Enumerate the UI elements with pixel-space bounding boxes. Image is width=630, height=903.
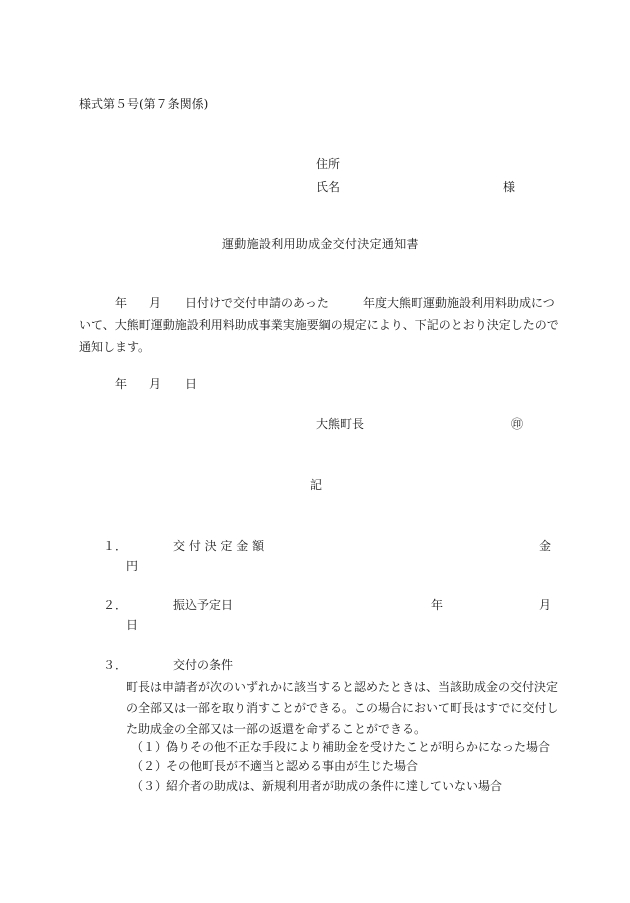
item-1-number: １． <box>103 539 128 553</box>
honorific-sama: 様 <box>503 180 516 194</box>
item-1-yen: 円 <box>126 559 139 573</box>
intro-year-label: 年 <box>115 296 128 310</box>
item-1-kin: 金 <box>539 539 552 553</box>
date-year: 年 <box>115 377 128 391</box>
item-1-label: 交 付 決 定 金 額 <box>173 539 265 553</box>
issuer-title: 大熊町長 <box>316 417 365 431</box>
date-day: 日 <box>185 377 198 391</box>
item-3-label: 交付の条件 <box>173 658 234 672</box>
intro-fiscal-year-text: 年度大熊町運動施設利用料助成につ <box>363 296 555 310</box>
item-3-paragraph-line-1: 町長は申請者が次のいずれかに該当すると認めたときは、当該助成金の交付決定 <box>126 680 559 694</box>
name-label: 氏名 <box>316 180 341 194</box>
intro-month-label: 月 <box>149 296 162 310</box>
condition-3-text: 紹介者の助成は、新規利用者が助成の条件に達していない場合 <box>166 779 503 793</box>
intro-line-2: いて、大熊町運動施設利用料助成事業実施要綱の規定により、下記のとおり決定したので <box>79 318 559 332</box>
item-2-label: 振込予定日 <box>173 598 234 612</box>
item-2-number: ２． <box>103 598 128 612</box>
item-3-paragraph-line-2: の全部又は一部を取り消すことができる。この場合において町長はすでに交付し <box>126 701 559 715</box>
intro-line-3: 通知します。 <box>79 340 151 354</box>
ki-heading: 記 <box>310 478 323 492</box>
item-3-number: ３． <box>103 658 128 672</box>
item-2-year: 年 <box>431 598 444 612</box>
condition-1-number: （１） <box>131 740 168 754</box>
item-2-month: 月 <box>539 598 552 612</box>
address-label: 住所 <box>316 157 341 171</box>
document-title: 運動施設利用助成金交付決定通知書 <box>222 237 419 251</box>
item-3-paragraph-line-3: た助成金の全部又は一部の返還を命ずることができる。 <box>126 722 427 736</box>
seal-mark: ㊞ <box>511 417 524 431</box>
condition-2-text: その他町長が不適当と認める事由が生じた場合 <box>166 759 419 773</box>
item-2-day: 日 <box>126 618 139 632</box>
condition-3-number: （３） <box>131 779 168 793</box>
condition-2-number: （２） <box>131 759 168 773</box>
date-month: 月 <box>149 377 162 391</box>
intro-date-suffix: 日付けで交付申請のあった <box>185 296 329 310</box>
form-number: 様式第５号(第７条関係) <box>79 97 209 111</box>
condition-1-text: 偽りその他不正な手段により補助金を受けたことが明らかになった場合 <box>166 740 551 754</box>
